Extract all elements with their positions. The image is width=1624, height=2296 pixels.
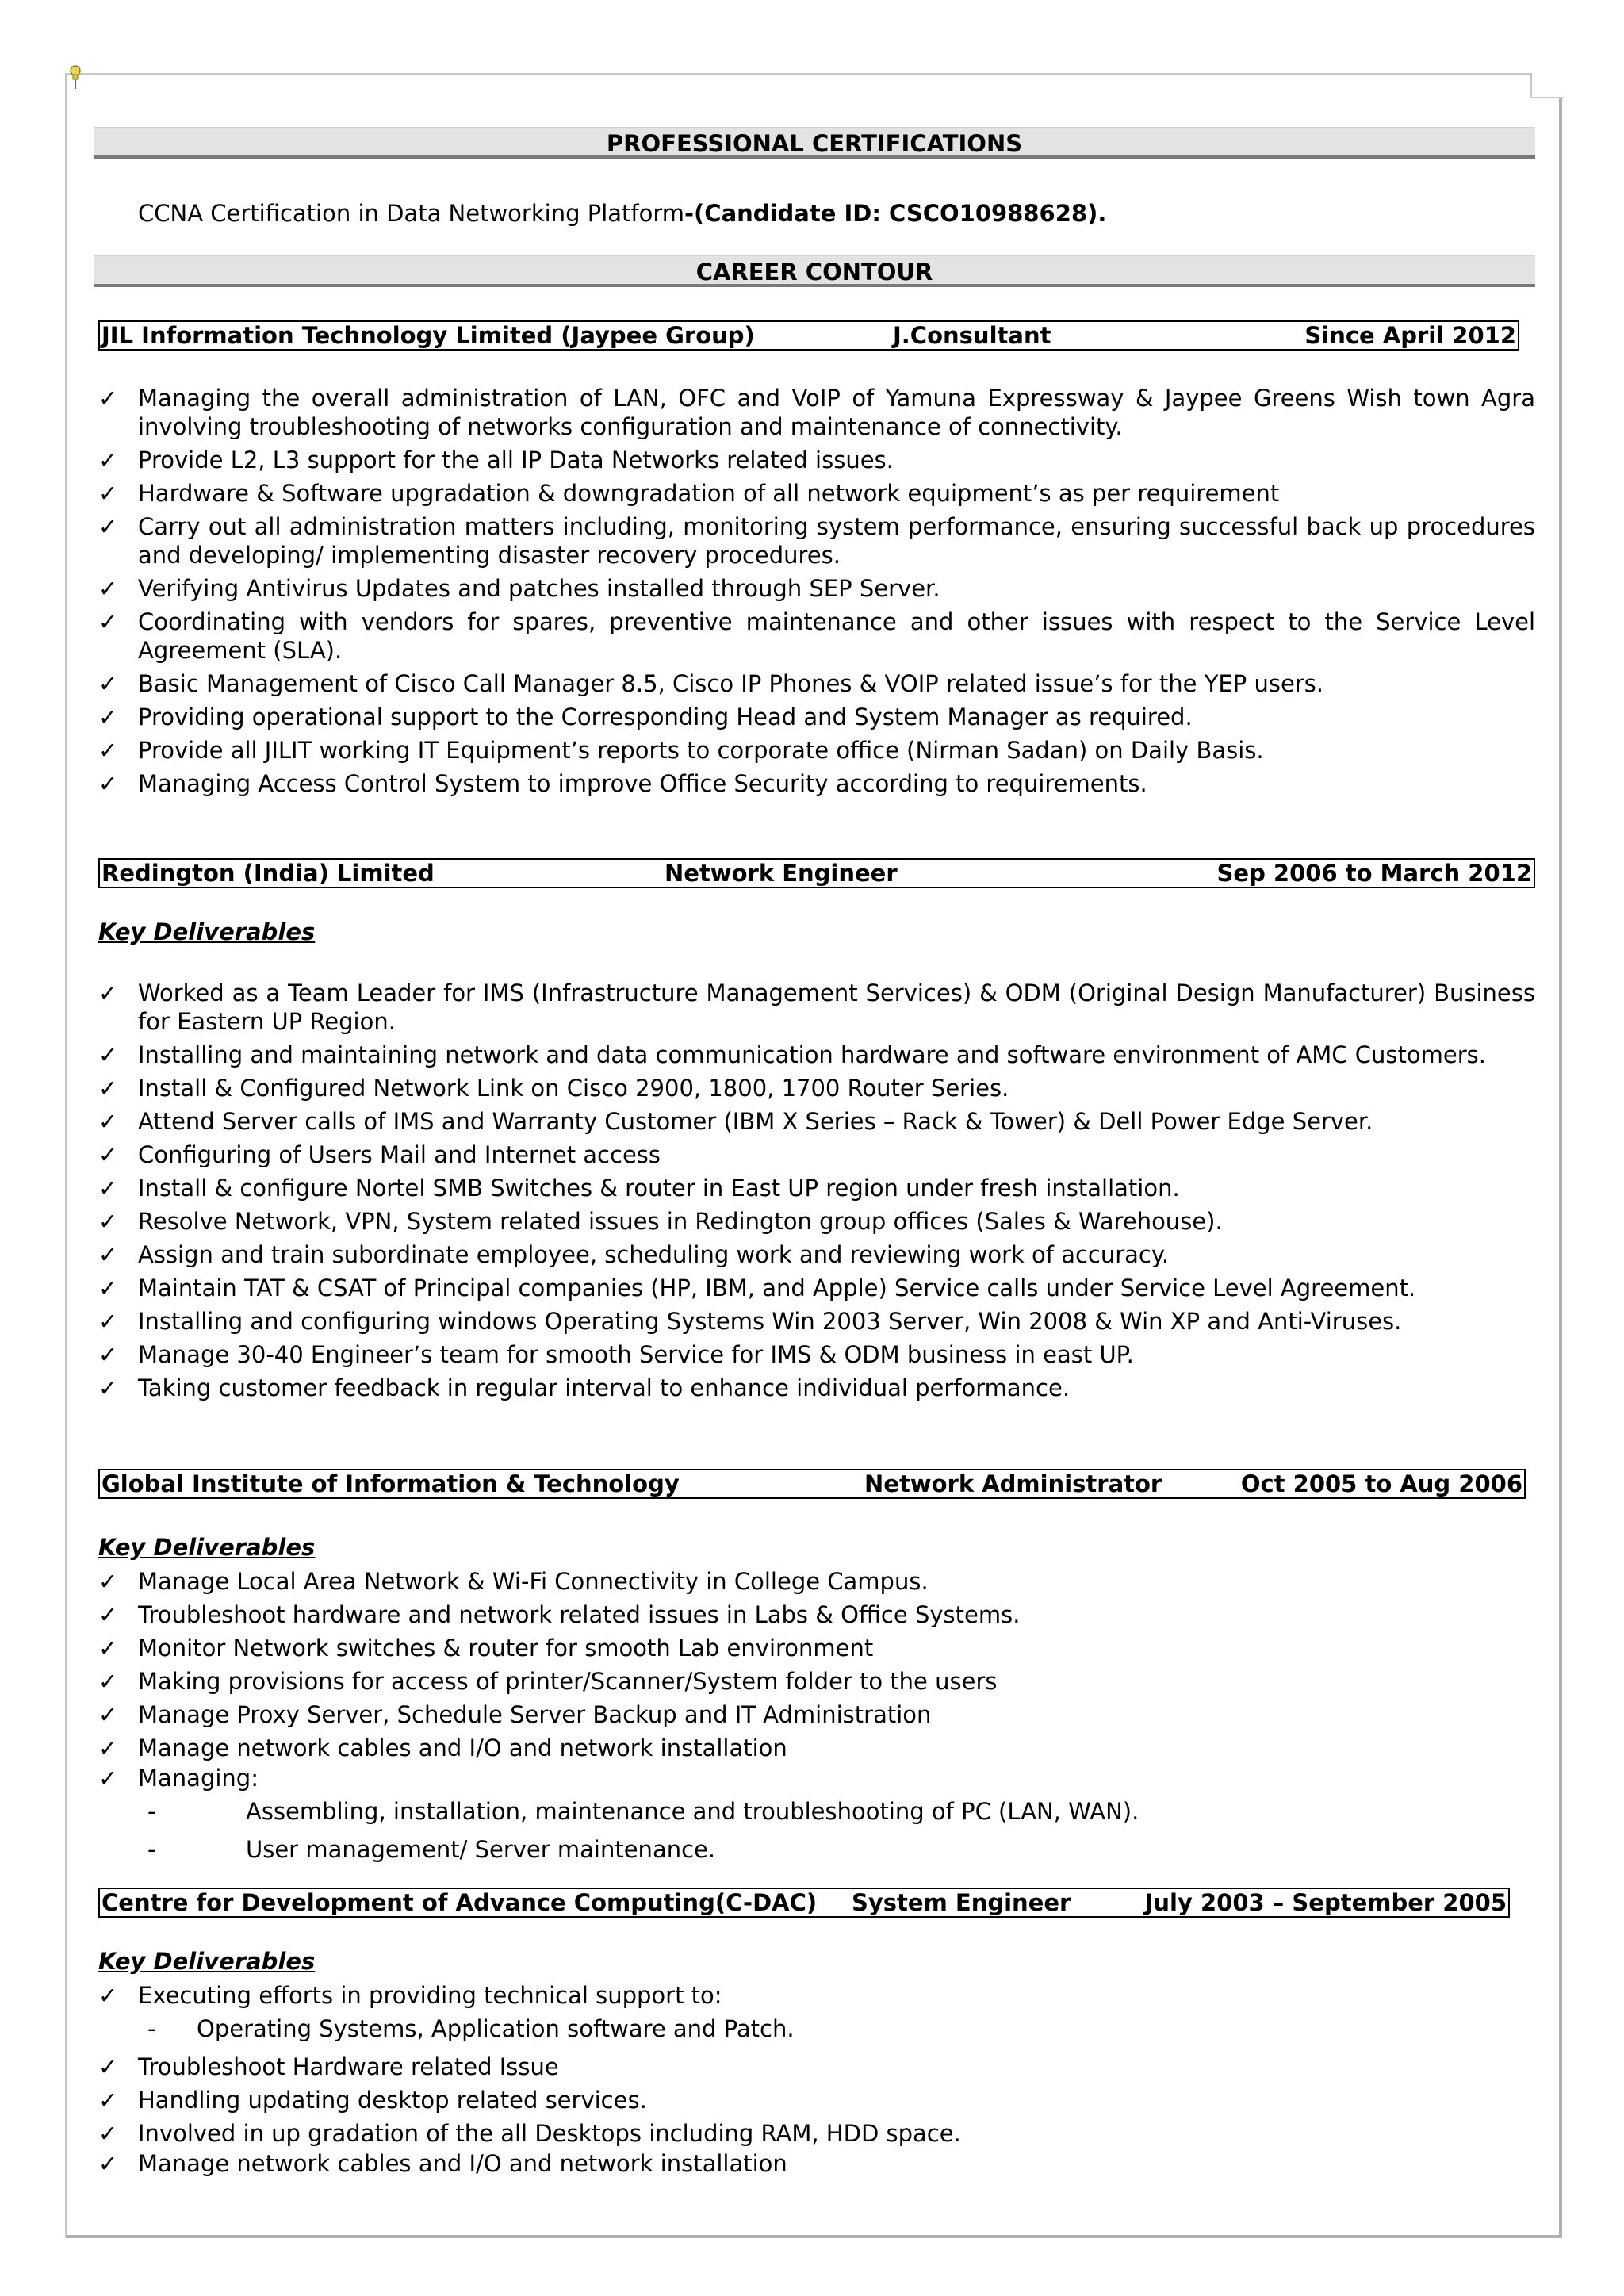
checkmark-icon: ✓ [98, 1341, 118, 1368]
checkmark-icon: ✓ [98, 703, 118, 730]
sub-list-item: - Operating Systems, Application software and Patch. [147, 2015, 795, 2042]
section-heading-career: CAREER CONTOUR [94, 255, 1535, 287]
section-heading-certifications: PROFESSIONAL CERTIFICATIONS [94, 127, 1535, 159]
list-item: ✓ Maintain TAT & CSAT of Principal companies (HP, IBM, and Apple) Service calls under Service Level Agreement. [98, 1274, 1416, 1301]
checkmark-icon: ✓ [98, 1601, 118, 1628]
checkmark-icon: ✓ [98, 1668, 118, 1695]
job-role: Network Administrator [864, 1470, 1162, 1497]
job-header [98, 1469, 1526, 1499]
checkmark-icon: ✓ [98, 480, 118, 507]
list-item: ✓ Providing operational support to the Corresponding Head and System Manager as required. [98, 703, 1193, 730]
key-deliverables-heading: Key Deliverables [98, 1534, 316, 1561]
list-item: ✓ Manage network cables and I/O and network installation [98, 1734, 787, 1761]
key-deliverables-heading: Key Deliverables [98, 1948, 316, 1975]
list-item: ✓ Managing: [98, 1765, 259, 1792]
checkmark-icon: ✓ [98, 1274, 118, 1301]
job-company: Centre for Development of Advance Computing(C-DAC) [102, 1889, 818, 1916]
checkmark-icon: ✓ [98, 2120, 118, 2147]
list-item: ✓ Basic Management of Cisco Call Manager 8.5, Cisco IP Phones & VOIP related issue’s for the YEP users. [98, 670, 1324, 697]
job-role: Network Engineer [665, 860, 898, 887]
list-item: ✓ Troubleshoot Hardware related Issue [98, 2053, 559, 2080]
job-duties-list [98, 1567, 1535, 1873]
checkmark-icon: ✓ [98, 1175, 118, 1202]
list-item: ✓ Troubleshoot hardware and network related issues in Labs & Office Systems. [98, 1601, 1021, 1628]
job-period: Oct 2005 to Aug 2006 [1240, 1470, 1522, 1497]
list-item: ✓ Installing and configuring windows Operating Systems Win 2003 Server, Win 2008 & Win XP and Anti-Viruses. [98, 1308, 1402, 1335]
list-item: ✓ Manage Proxy Server, Schedule Server Backup and IT Administration [98, 1701, 932, 1728]
checkmark-icon: ✓ [98, 1308, 118, 1335]
checkmark-icon: ✓ [98, 1982, 118, 2009]
list-item: ✓ Executing efforts in providing technical support to: [98, 1982, 722, 2009]
job-period: July 2003 – September 2005 [1144, 1889, 1507, 1916]
job-company: JIL Information Technology Limited (Jaypee Group) [102, 322, 755, 349]
job-role: System Engineer [852, 1889, 1071, 1916]
job-duties-list [98, 1981, 1535, 2183]
job-header [98, 1888, 1510, 1918]
list-item: ✓ Involved in up gradation of the all Desktops including RAM, HDD space. [98, 2120, 961, 2147]
checkmark-icon: ✓ [98, 1374, 118, 1401]
job-company: Redington (India) Limited [102, 860, 435, 887]
pushpin-icon [67, 63, 84, 90]
checkmark-icon: ✓ [98, 575, 118, 602]
list-item: ✓ Carry out all administration matters including, monitoring system performance, ensuring successful back up procedures and developing/ implementing disaster recovery procedures. [98, 513, 1535, 569]
list-item: ✓ Managing Access Control System to improve Office Security according to requirements. [98, 770, 1147, 797]
checkmark-icon: ✓ [98, 1241, 118, 1268]
checkmark-icon: ✓ [98, 513, 118, 540]
checkmark-icon: ✓ [98, 1734, 118, 1761]
list-item: ✓ Making provisions for access of printer/Scanner/System folder to the users [98, 1668, 998, 1695]
checkmark-icon: ✓ [98, 447, 118, 473]
list-item: ✓ Configuring of Users Mail and Internet access [98, 1141, 661, 1168]
list-item: ✓ Coordinating with vendors for spares, preventive maintenance and other issues with respect to the Service Level Agreement (SLA). [98, 608, 1535, 664]
list-item: ✓ Manage network cables and I/O and network installation [98, 2150, 787, 2177]
certification-candidate-id: -(Candidate ID: CSCO10988628). [684, 200, 1107, 227]
checkmark-icon: ✓ [98, 385, 118, 412]
list-item: ✓ Install & configure Nortel SMB Switches & router in East UP region under fresh installation. [98, 1175, 1180, 1202]
checkmark-icon: ✓ [98, 1075, 118, 1102]
checkmark-icon: ✓ [98, 1568, 118, 1595]
list-item: ✓ Worked as a Team Leader for IMS (Infrastructure Management Services) & ODM (Original Design Manufacturer) Business for Eastern UP Region. [98, 979, 1535, 1035]
checkmark-icon: ✓ [98, 1108, 118, 1135]
list-item: ✓ Manage Local Area Network & Wi-Fi Connectivity in College Campus. [98, 1568, 929, 1595]
checkmark-icon: ✓ [98, 737, 118, 764]
list-item: ✓ Provide L2, L3 support for the all IP Data Networks related issues. [98, 447, 894, 473]
checkmark-icon: ✓ [98, 1208, 118, 1235]
job-header [98, 320, 1519, 351]
list-item: ✓ Managing the overall administration of LAN, OFC and VoIP of Yamuna Expressway & Jaypee Greens Wish town Agra involving troubleshooting of networks configuration and maintenance of connectivity. [98, 385, 1535, 440]
certification-line [138, 200, 1106, 227]
checkmark-icon: ✓ [98, 1635, 118, 1662]
job-period: Since April 2012 [1304, 322, 1516, 349]
list-item: ✓ Manage 30-40 Engineer’s team for smooth Service for IMS & ODM business in east UP. [98, 1341, 1134, 1368]
job-header [98, 858, 1535, 888]
job-period: Sep 2006 to March 2012 [1216, 860, 1532, 887]
list-item: ✓ Assign and train subordinate employee, scheduling work and reviewing work of accuracy. [98, 1241, 1170, 1268]
list-item: ✓ Attend Server calls of IMS and Warranty Customer (IBM X Series – Rack & Tower) & Dell Power Edge Server. [98, 1108, 1373, 1135]
sub-list-item: - User management/ Server maintenance. [147, 1836, 716, 1863]
dash-bullet: - [147, 2015, 156, 2042]
list-item: ✓ Handling updating desktop related services. [98, 2087, 647, 2114]
list-item: ✓ Install & Configured Network Link on Cisco 2900, 1800, 1700 Router Series. [98, 1075, 1009, 1102]
sub-list-item: - Assembling, installation, maintenance and troubleshooting of PC (LAN, WAN). [147, 1798, 1139, 1825]
list-item: ✓ Provide all JILIT working IT Equipment’s reports to corporate office (Nirman Sadan) on Daily Basis. [98, 737, 1264, 764]
list-item: ✓ Monitor Network switches & router for smooth Lab environment [98, 1635, 874, 1662]
checkmark-icon: ✓ [98, 2087, 118, 2114]
job-role: J.Consultant [893, 322, 1051, 349]
certification-text: CCNA Certification in Data Networking Platform [138, 200, 685, 227]
list-item: ✓ Installing and maintaining network and data communication hardware and software environment of AMC Customers. [98, 1041, 1486, 1068]
list-item: ✓ Hardware & Software upgradation & downgradation of all network equipment’s as per requirement [98, 480, 1280, 507]
list-item: ✓ Resolve Network, VPN, System related issues in Redington group offices (Sales & Warehouse). [98, 1208, 1223, 1235]
dash-bullet: - [147, 1798, 156, 1825]
checkmark-icon: ✓ [98, 2053, 118, 2080]
job-duties-list [98, 384, 1535, 803]
checkmark-icon: ✓ [98, 670, 118, 697]
job-company: Global Institute of Information & Technology [102, 1470, 680, 1497]
job-duties-list [98, 979, 1535, 1407]
list-item: ✓ Taking customer feedback in regular interval to enhance individual performance. [98, 1374, 1071, 1401]
list-item: ✓ Verifying Antivirus Updates and patches installed through SEP Server. [98, 575, 940, 602]
checkmark-icon: ✓ [98, 979, 118, 1006]
checkmark-icon: ✓ [98, 770, 118, 797]
key-deliverables-heading: Key Deliverables [98, 918, 316, 945]
dash-bullet: - [147, 1836, 156, 1863]
checkmark-icon: ✓ [98, 1041, 118, 1068]
checkmark-icon: ✓ [98, 2150, 118, 2177]
page-curl-corner [1530, 73, 1564, 98]
checkmark-icon: ✓ [98, 1701, 118, 1728]
checkmark-icon: ✓ [98, 1765, 118, 1792]
checkmark-icon: ✓ [98, 1141, 118, 1168]
checkmark-icon: ✓ [98, 608, 118, 635]
